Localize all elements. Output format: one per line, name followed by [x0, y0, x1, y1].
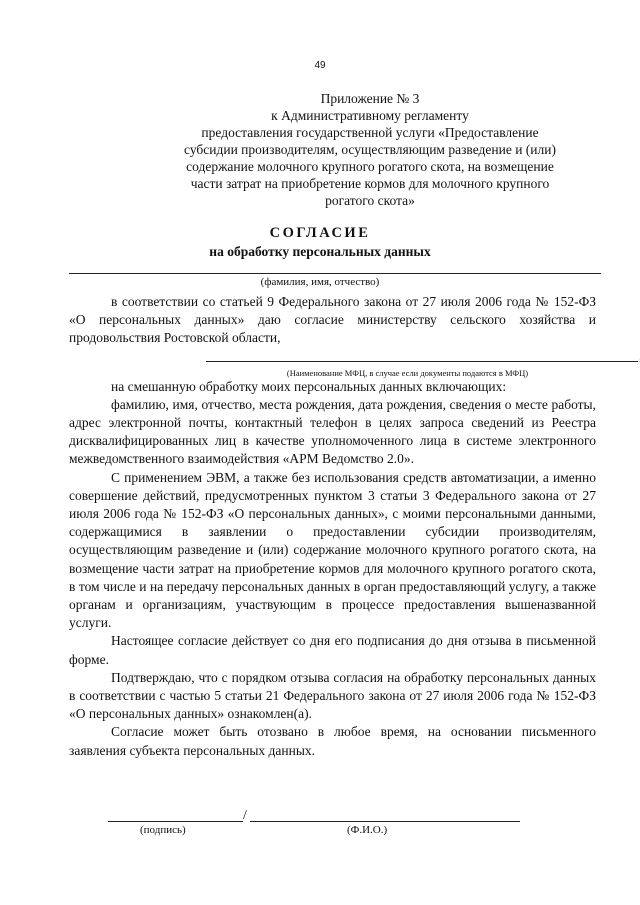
- annex-line: содержание молочного крупного рогатого скота, на возмещение: [186, 159, 554, 174]
- annex-header: [150, 90, 590, 209]
- document-title: СОГЛАСИЕ: [269, 225, 371, 241]
- document-subtitle: на обработку персональных данных: [209, 244, 431, 259]
- page-number: 49: [314, 60, 326, 71]
- signature-caption: (подпись): [140, 824, 186, 836]
- paragraph-validity: Настоящее согласие действует со дня его подписания до дня отзыва в письменной форме.: [69, 633, 596, 667]
- mfc-field-row: [69, 348, 596, 366]
- paragraph-revocation: Согласие может быть отозвано в любое время, на основании письменного заявления субъекта персональных данных.: [69, 724, 596, 758]
- paragraph-data-list: фамилию, имя, отчество, места рождения, дата рождения, сведения о месте работы, адрес электронной почты, контактный телефон в целях запроса сведений из Реестра дисквалифицированных лиц в качестве уполномоченного лица в системе электронного межведомственного взаимодействия «АРМ Ведомство 2.0».: [69, 396, 596, 467]
- paragraph-processing: на смешанную обработку моих персональных данных включающих:: [111, 378, 507, 394]
- signature-input-line[interactable]: [108, 821, 243, 822]
- annex-line: предоставления государственной услуги «Предоставление: [201, 125, 539, 140]
- full-name-caption: (Ф.И.О.): [347, 824, 388, 836]
- signature-block: [0, 808, 640, 862]
- signature-slash: /: [243, 808, 247, 823]
- mfc-input-line[interactable]: [206, 361, 638, 362]
- document-body: [69, 293, 596, 760]
- paragraph-actions: С применением ЭВМ, а также без использования средств автоматизации, а именно совершение действий, предусмотренных пунктом 3 статьи 3 Федерального закона от 27 июля 2006 года № 152-ФЗ «О персональных данных», с моими персональными данными, содержащимися в заявлении о предоставлении субсидии производителям, осуществляющим разведение и (или) содержание молочного крупного рогатого скота, на возмещение части затрат на приобретение кормов для молочного крупного рогатого скота, в том числе и на передачу персональных данных в орган предоставляющий услугу, а также органам и организациям, участвующим в процессе предоставления вышеназванной услуги.: [69, 469, 596, 631]
- paragraph-confirmation: Подтверждаю, что с порядком отзыва согласия на обработку персональных данных в соответствии с частью 5 статьи 21 Федерального закона от 27 июля 2006 года № 152-ФЗ «О персональных данных» ознакомлен(а).: [69, 669, 596, 722]
- annex-line: части затрат на приобретение кормов для молочного крупного: [190, 176, 550, 191]
- fio-caption: (фамилия, имя, отчество): [260, 276, 380, 288]
- annex-line: к Административному регламенту: [271, 108, 469, 123]
- mfc-caption: (Наименование МФЦ, в случае если документы подаются в МФЦ): [286, 367, 529, 378]
- full-name-input-line[interactable]: [250, 821, 520, 822]
- annex-line: рогатого скота»: [325, 193, 415, 208]
- annex-line: субсидии производителям, осуществляющим разведение и (или): [184, 142, 556, 157]
- annex-line: Приложение № 3: [320, 91, 420, 106]
- paragraph-consent-basis: в соответствии со статьей 9 Федерального закона от 27 июля 2006 года № 152-ФЗ «О персональных данных» даю согласие министерству сельского хозяйства и продовольствия Ростовской области,: [69, 294, 596, 346]
- fio-input-line[interactable]: [69, 273, 601, 274]
